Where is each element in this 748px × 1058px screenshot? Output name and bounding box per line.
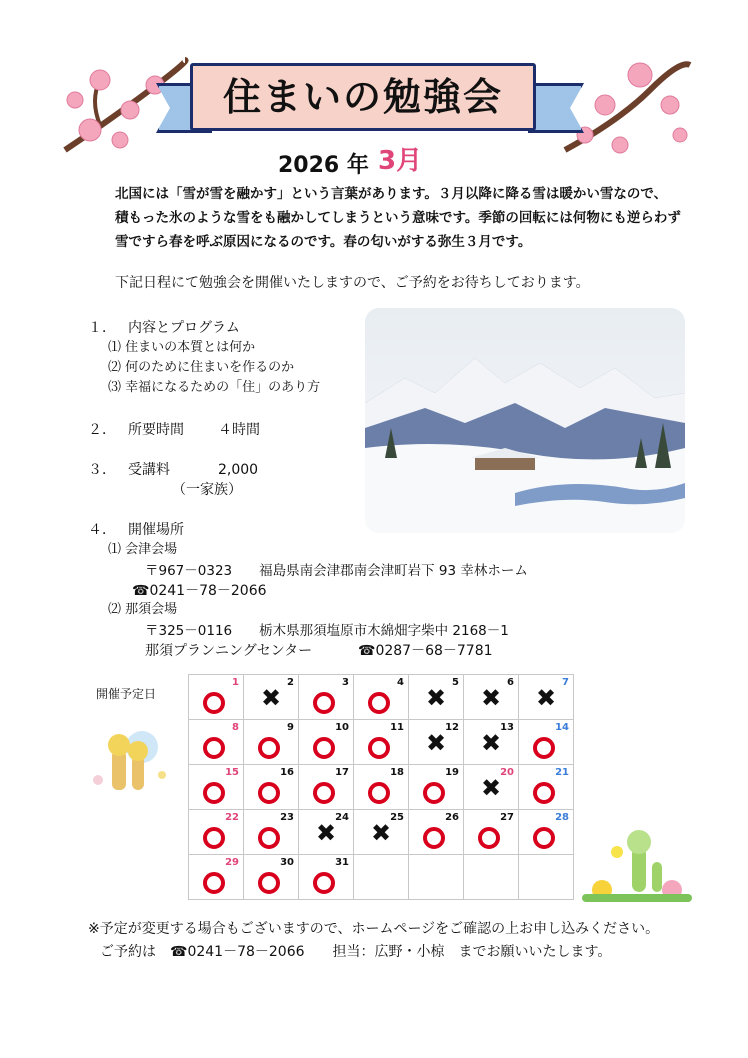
- available-circle-icon: [313, 737, 335, 759]
- venue-2-place: 那須プランニングセンター: [145, 643, 313, 659]
- calendar-day-cell: [299, 765, 354, 810]
- schedule-calendar: [188, 674, 574, 900]
- available-circle-icon: [203, 782, 225, 804]
- calendar-week: [189, 720, 574, 765]
- available-circle-icon: [368, 737, 390, 759]
- intro-line: 北国には「雪が雪を融かす」という言葉があります。３月以降に降る雪は暖かい雪なので、: [115, 186, 668, 202]
- day-number: 2: [287, 677, 294, 688]
- available-circle-icon: [203, 827, 225, 849]
- day-number: 26: [445, 812, 459, 823]
- calendar-day-cell: [244, 675, 299, 720]
- section-4-heading: 開催場所: [128, 522, 184, 538]
- calendar-day-cell: [519, 675, 574, 720]
- available-circle-icon: [423, 782, 445, 804]
- section-2-num: ２．: [88, 422, 116, 438]
- available-circle-icon: [313, 782, 335, 804]
- calendar-week: [189, 675, 574, 720]
- spring-sprouts-illustration: [572, 822, 697, 904]
- venue-2-address: 〒325－0116 栃木県那須塩原市木綿畑字柴中 2168－1: [145, 623, 509, 639]
- calendar-day-cell: [189, 765, 244, 810]
- bamboo-shoot-characters-illustration: [82, 725, 172, 795]
- calendar-day-cell: [189, 810, 244, 855]
- reservation-contact: ご予約は ☎0241－78－2066 担当：広野・小椋 までお願いいたします。: [100, 944, 612, 960]
- day-number: 25: [390, 812, 404, 823]
- calendar-day-cell: [519, 810, 574, 855]
- calendar-day-cell: [299, 720, 354, 765]
- calendar-day-cell: [409, 855, 464, 900]
- venue-1-tel: ☎0241－78－2066: [132, 583, 267, 599]
- available-circle-icon: [423, 827, 445, 849]
- available-circle-icon: [478, 827, 500, 849]
- calendar-day-cell: [464, 810, 519, 855]
- banner-body: [190, 63, 536, 131]
- available-circle-icon: [203, 692, 225, 714]
- unavailable-cross-icon: ✖: [371, 819, 392, 847]
- day-number: 23: [280, 812, 294, 823]
- banner-ribbon-right: [528, 83, 584, 133]
- calendar-day-cell: [354, 675, 409, 720]
- calendar-day-cell: [299, 810, 354, 855]
- fee-label: 受講料: [128, 462, 170, 478]
- calendar-day-cell: [189, 855, 244, 900]
- unavailable-cross-icon: ✖: [316, 819, 337, 847]
- calendar-day-cell: [519, 855, 574, 900]
- venue-1-address: 〒967－0323 福島県南会津郡南会津町岩下 93 幸林ホーム: [145, 563, 528, 579]
- duration-value: ４時間: [218, 422, 260, 438]
- available-circle-icon: [258, 827, 280, 849]
- unavailable-cross-icon: ✖: [481, 729, 502, 757]
- day-number: 21: [555, 767, 569, 778]
- day-number: 9: [287, 722, 294, 733]
- section-1-num: １．: [88, 320, 116, 336]
- calendar-day-cell: [244, 855, 299, 900]
- available-circle-icon: [313, 872, 335, 894]
- unavailable-cross-icon: ✖: [426, 729, 447, 757]
- calendar-day-cell: [519, 720, 574, 765]
- available-circle-icon: [203, 737, 225, 759]
- fee-value: 2,000: [218, 462, 259, 478]
- program-item: ⑶ 幸福になるための「住」のあり方: [108, 380, 321, 395]
- day-number: 16: [280, 767, 294, 778]
- intro-line: 雪ですら春を呼ぶ原因になるのです。春の匂いがする弥生３月です。: [115, 234, 532, 250]
- fee-note: （一家族）: [172, 482, 242, 498]
- venue-1-name: ⑴ 会津会場: [108, 542, 178, 557]
- day-number: 5: [452, 677, 459, 688]
- unavailable-cross-icon: ✖: [481, 774, 502, 802]
- available-circle-icon: [258, 737, 280, 759]
- day-number: 18: [390, 767, 404, 778]
- unavailable-cross-icon: ✖: [426, 684, 447, 712]
- available-circle-icon: [313, 692, 335, 714]
- unavailable-cross-icon: ✖: [481, 684, 502, 712]
- calendar-day-cell: [464, 765, 519, 810]
- available-circle-icon: [533, 737, 555, 759]
- calendar-week: [189, 810, 574, 855]
- unavailable-cross-icon: ✖: [536, 684, 557, 712]
- unavailable-cross-icon: ✖: [261, 684, 282, 712]
- program-item: ⑵ 何のために住まいを作るのか: [108, 360, 295, 375]
- calendar-day-cell: [244, 765, 299, 810]
- calendar-week: [189, 765, 574, 810]
- day-number: 15: [225, 767, 239, 778]
- day-number: 31: [335, 857, 349, 868]
- day-number: 19: [445, 767, 459, 778]
- day-number: 3: [342, 677, 349, 688]
- calendar-day-cell: [189, 675, 244, 720]
- day-number: 12: [445, 722, 459, 733]
- snowy-mountain-illustration: [365, 308, 685, 533]
- page-title: 住まいの勉強会: [222, 75, 503, 119]
- section-1-heading: 内容とプログラム: [128, 320, 240, 336]
- day-number: 7: [562, 677, 569, 688]
- day-number: 1: [232, 677, 239, 688]
- day-number: 30: [280, 857, 294, 868]
- calendar-week: [189, 855, 574, 900]
- calendar-day-cell: [409, 765, 464, 810]
- program-item: ⑴ 住まいの本質とは何か: [108, 340, 256, 355]
- month-label: 3月: [378, 146, 423, 176]
- notice-text: 下記日程にて勉強会を開催いたしますので、ご予約をお待ちしております。: [115, 275, 590, 291]
- calendar-day-cell: [409, 675, 464, 720]
- calendar-day-cell: [354, 855, 409, 900]
- calendar-day-cell: [464, 720, 519, 765]
- day-number: 8: [232, 722, 239, 733]
- calendar-day-cell: [189, 720, 244, 765]
- calendar-day-cell: [244, 810, 299, 855]
- section-4-num: ４．: [88, 522, 116, 538]
- calendar-day-cell: [464, 855, 519, 900]
- calendar-day-cell: [519, 765, 574, 810]
- calendar-day-cell: [464, 675, 519, 720]
- title-banner: [150, 55, 590, 145]
- day-number: 4: [397, 677, 404, 688]
- calendar-day-cell: [409, 810, 464, 855]
- day-number: 6: [507, 677, 514, 688]
- available-circle-icon: [368, 782, 390, 804]
- calendar-day-cell: [299, 675, 354, 720]
- available-circle-icon: [203, 872, 225, 894]
- day-number: 29: [225, 857, 239, 868]
- section-3-num: ３．: [88, 462, 116, 478]
- intro-line: 積もった氷のような雪をも融かしてしまうという意味です。季節の回転には何物にも逆らわず: [115, 210, 681, 226]
- year-label: 2026 年: [278, 153, 369, 178]
- day-number: 13: [500, 722, 514, 733]
- day-number: 24: [335, 812, 349, 823]
- day-number: 17: [335, 767, 349, 778]
- available-circle-icon: [258, 872, 280, 894]
- calendar-day-cell: [354, 810, 409, 855]
- calendar-day-cell: [244, 720, 299, 765]
- day-number: 20: [500, 767, 514, 778]
- calendar-day-cell: [354, 720, 409, 765]
- day-number: 14: [555, 722, 569, 733]
- day-number: 11: [390, 722, 404, 733]
- schedule-change-note: ※予定が変更する場合もございますので、ホームページをご確認の上お申し込みください。: [88, 921, 660, 937]
- duration-label: 所要時間: [128, 422, 184, 438]
- calendar-day-cell: [409, 720, 464, 765]
- day-number: 27: [500, 812, 514, 823]
- calendar-label: 開催予定日: [96, 687, 157, 701]
- day-number: 28: [555, 812, 569, 823]
- available-circle-icon: [533, 827, 555, 849]
- available-circle-icon: [258, 782, 280, 804]
- calendar-day-cell: [354, 765, 409, 810]
- venue-2-name: ⑵ 那須会場: [108, 602, 178, 617]
- available-circle-icon: [533, 782, 555, 804]
- venue-2-tel: ☎0287－68－7781: [358, 643, 493, 659]
- available-circle-icon: [368, 692, 390, 714]
- calendar-day-cell: [299, 855, 354, 900]
- day-number: 10: [335, 722, 349, 733]
- intro-paragraph: [115, 182, 695, 254]
- day-number: 22: [225, 812, 239, 823]
